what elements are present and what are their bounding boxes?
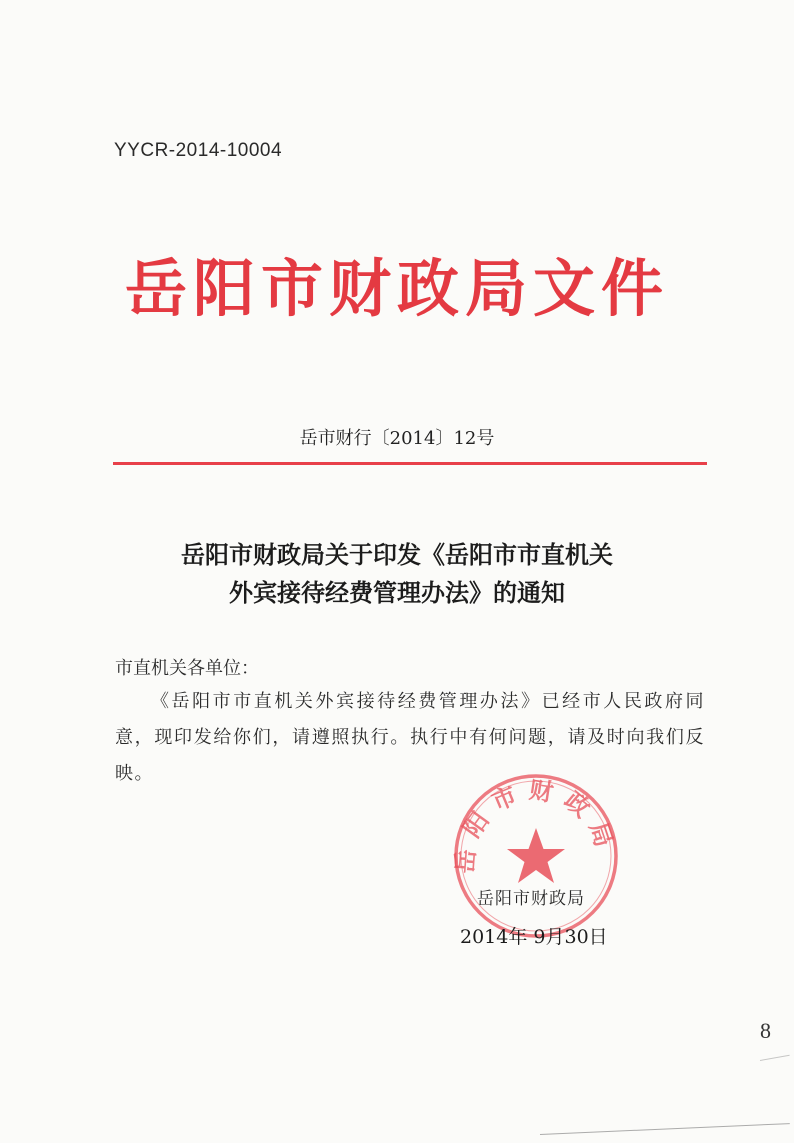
red-divider-rule xyxy=(113,462,707,465)
signature-organization: 岳阳市财政局 xyxy=(477,889,585,909)
seal-star-icon xyxy=(507,828,565,883)
official-seal-stamp xyxy=(450,770,622,942)
body-paragraph: 《岳阳市市直机关外宾接待经费管理办法》已经市人民政府同意，现印发给你们，请遵照执行。执行中有何问题，请及时向我们反映。 xyxy=(115,691,705,784)
scan-artifact-line xyxy=(540,1123,790,1135)
salutation: 市直机关各单位： xyxy=(115,658,259,679)
notice-title-line-1: 岳阳市财政局关于印发《岳阳市市直机关 xyxy=(181,540,613,569)
page-number: 8 xyxy=(760,1018,771,1043)
document-code: YYCR-2014-10004 xyxy=(114,140,283,161)
notice-title xyxy=(0,536,794,612)
document-number: 岳市财行〔2014〕12号 xyxy=(299,428,495,449)
signature-date: 2014年 9月30日 xyxy=(460,926,608,948)
scan-artifact-line xyxy=(760,1055,790,1061)
seal-text: 岳阳市财政局 xyxy=(450,774,622,875)
notice-title-line-2: 外宾接待经费管理办法》的通知 xyxy=(229,578,565,607)
document-header: 岳阳市财政局文件 xyxy=(124,252,669,325)
